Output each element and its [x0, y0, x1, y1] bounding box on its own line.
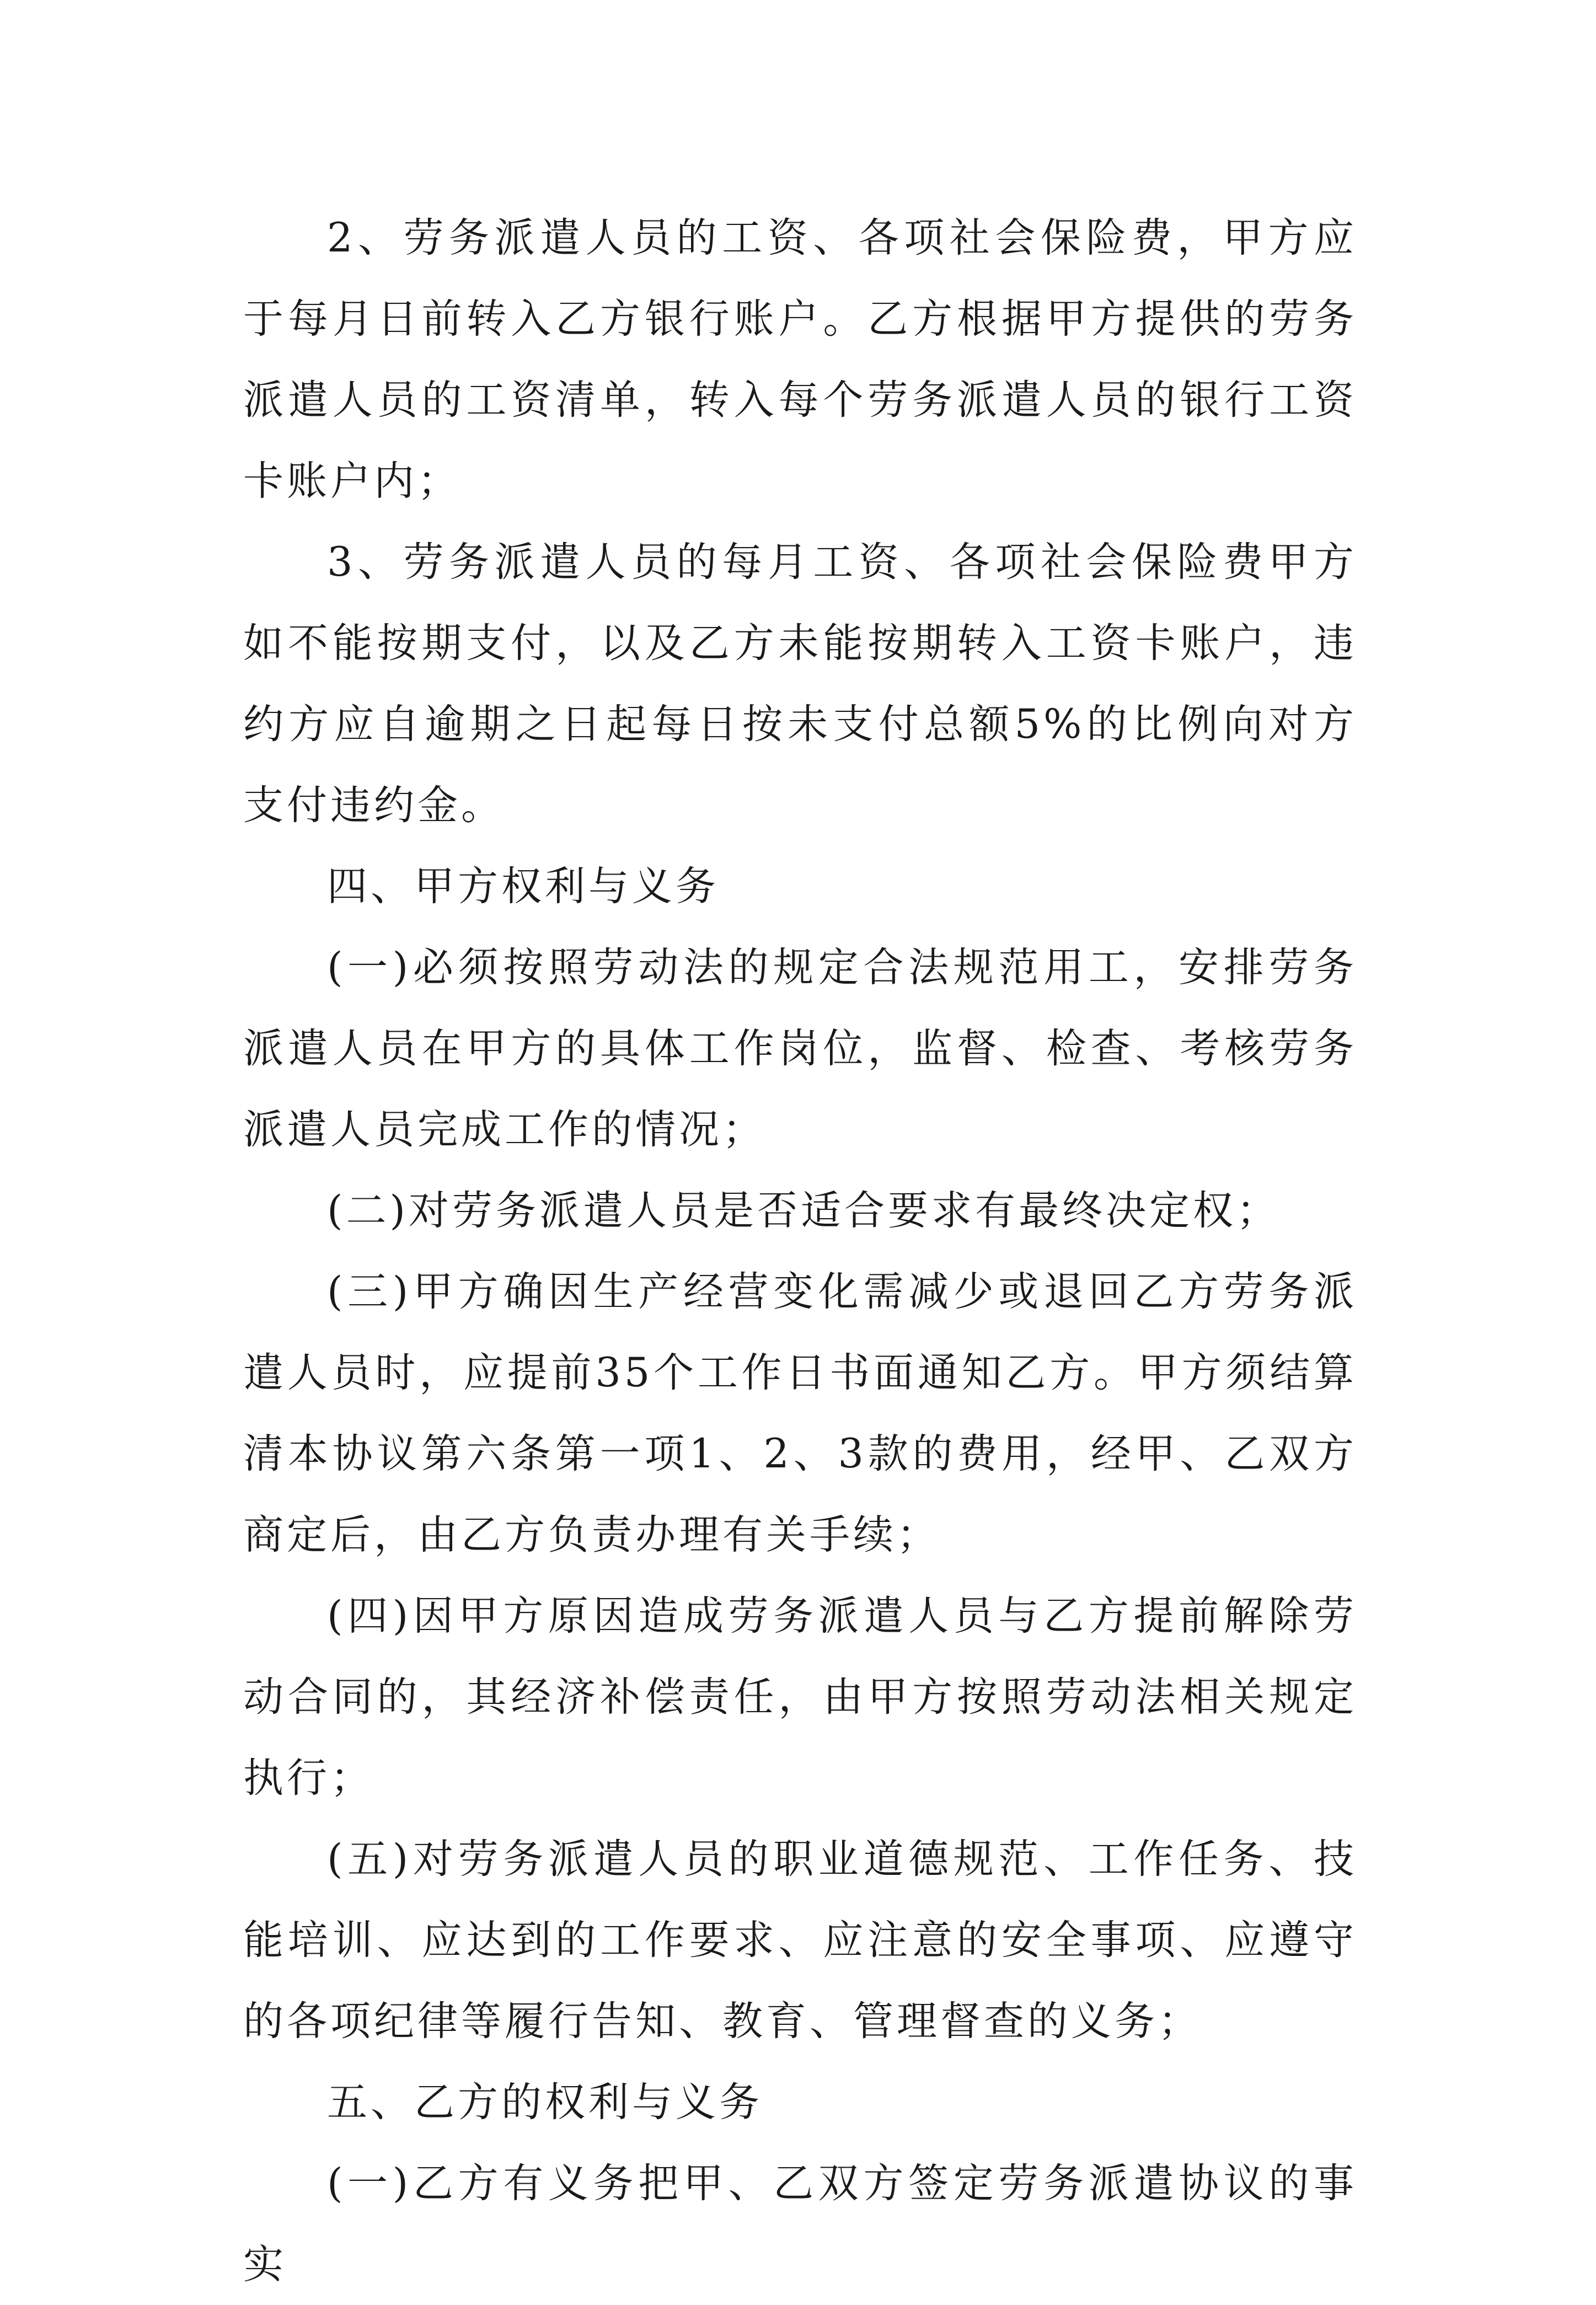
clause-a-3: (三)甲方确因生产经营变化需减少或退回乙方劳务派遣人员时，应提前35个工作日书面通知乙方。甲方须结算清本协议第六条第一项1、2、3款的费用，经甲、乙双方商定后，由乙方负责办理有关手续； [243, 1268, 1357, 1558]
paragraph-late-payment-penalty: 3、劳务派遣人员的每月工资、各项社会保险费甲方如不能按期支付，以及乙方未能按期转入工资卡账户，违约方应自逾期之日起每日按未支付总额5%的比例向对方支付违约金。 [243, 539, 1357, 829]
section-heading-party-a-rights: 四、甲方权利与义务 [327, 863, 719, 910]
clause-a-5: (五)对劳务派遣人员的职业道德规范、工作任务、技能培训、应达到的工作要求、应注意的安全事项、应遵守的各项纪律等履行告知、教育、管理督查的义务； [243, 1836, 1357, 2045]
clause-b-1: (一)乙方有义务把甲、乙双方签定劳务派遣协议的事实 [243, 2160, 1357, 2288]
paragraph-wage-transfer: 2、劳务派遣人员的工资、各项社会保险费，甲方应于每月日前转入乙方银行账户。乙方根据甲方提供的劳务派遣人员的工资清单，转入每个劳务派遣人员的银行工资卡账户内； [243, 215, 1357, 505]
clause-a-4: (四)因甲方原因造成劳务派遣人员与乙方提前解除劳动合同的，其经济补偿责任，由甲方按照劳动法相关规定执行； [243, 1593, 1357, 1802]
clause-a-2: (二)对劳务派遣人员是否适合要求有最终决定权； [327, 1187, 1280, 1234]
section-heading-party-b-rights: 五、乙方的权利与义务 [327, 2079, 763, 2126]
clause-a-1: (一)必须按照劳动法的规定合法规范用工，安排劳务派遣人员在甲方的具体工作岗位，监督、检查、考核劳务派遣人员完成工作的情况； [243, 944, 1357, 1153]
document-body [243, 197, 1357, 2305]
